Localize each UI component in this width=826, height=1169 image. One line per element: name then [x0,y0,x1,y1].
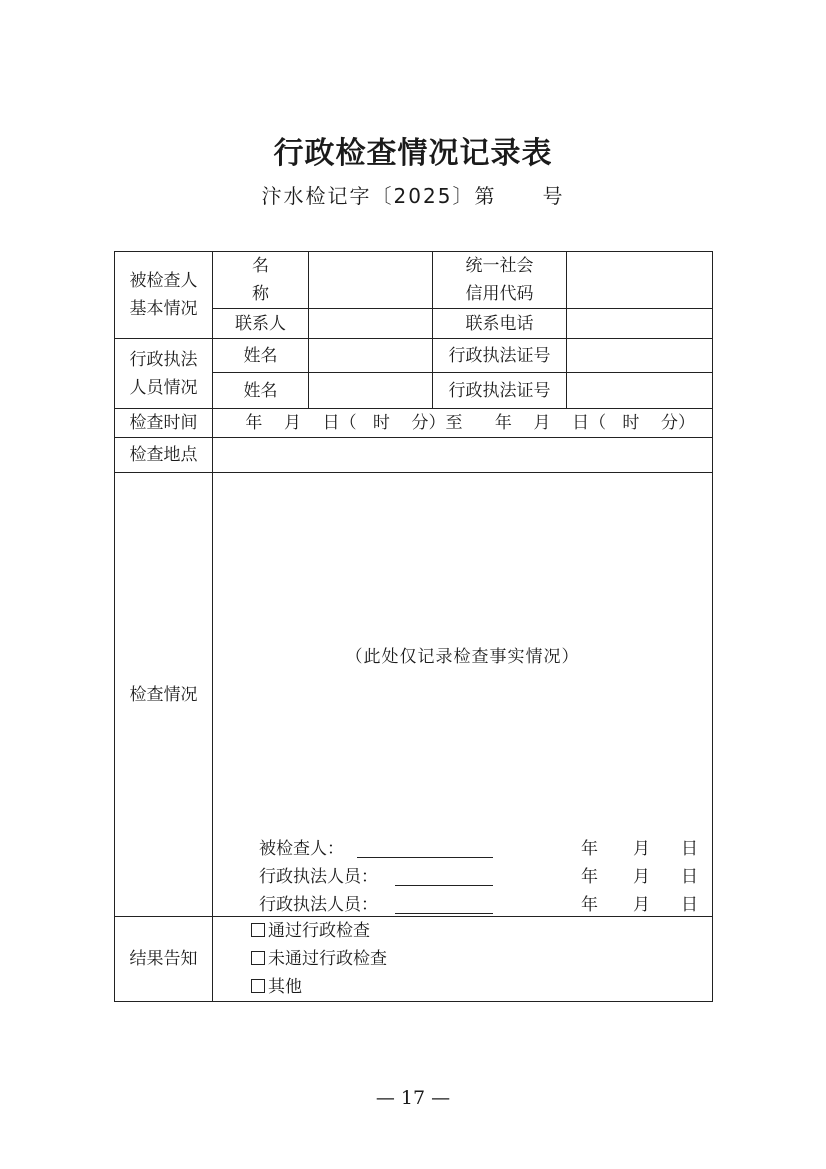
signature-row: 被检查人： 年 月 日 [259,835,709,863]
officers-section-label: 行政执法 人员情况 [115,339,213,409]
officer-name-label: 姓名 [213,339,309,373]
signature-line[interactable] [395,885,493,886]
signature-line[interactable] [357,857,493,858]
name-label: 名称 [213,252,309,309]
inspection-time-field[interactable]: 年 月 日（ 时 分）至 年 月 日（ 时 分） [213,409,713,438]
signature-line[interactable] [395,913,493,914]
signature-row: 行政执法人员： 年 月 日 [259,863,709,891]
credit-code-value-field[interactable] [567,252,713,309]
checkbox-icon[interactable] [251,951,265,965]
inspection-location-field[interactable] [213,438,713,473]
page-number: — 17 — [375,1087,451,1109]
inspection-details-field[interactable] [213,473,713,917]
signature-row: 行政执法人员： 年 月 日 [259,891,709,917]
subject-section-label: 被检查人 基本情况 [115,252,213,339]
document-number-prefix: 汴水检记字〔2025〕第 [261,184,497,208]
result-option-pass[interactable]: 通过行政检查 [251,917,712,945]
signature-label: 行政执法人员： [259,895,378,915]
result-option-other[interactable]: 其他 [251,973,712,1001]
officer-name-label: 姓名 [213,373,309,409]
inspection-details-label: 检查情况 [115,473,213,917]
inspection-note: （此处仅记录检查事实情况） [345,647,580,667]
result-option-fail[interactable]: 未通过行政检查 [251,945,712,973]
result-notice-label: 结果告知 [115,917,213,1002]
contact-person-value-field[interactable] [309,309,433,339]
document-number [0,180,826,209]
contact-person-label: 联系人 [213,309,309,339]
signature-label: 行政执法人员： [259,867,378,887]
officer-cert-value-field[interactable] [567,373,713,409]
name-value-field[interactable] [309,252,433,309]
checkbox-icon[interactable] [251,979,265,993]
inspection-location-label: 检查地点 [115,438,213,473]
result-options [213,917,713,1002]
credit-code-label: 统一社会 信用代码 [433,252,567,309]
inspection-record-table [114,251,713,1002]
officer-cert-label: 行政执法证号 [433,339,567,373]
officer-name-value-field[interactable] [309,373,433,409]
officer-name-value-field[interactable] [309,339,433,373]
officer-cert-value-field[interactable] [567,339,713,373]
document-number-suffix: 号 [542,184,565,208]
signature-label: 被检查人： [259,839,344,859]
officer-cert-label: 行政执法证号 [433,373,567,409]
contact-phone-value-field[interactable] [567,309,713,339]
checkbox-icon[interactable] [251,923,265,937]
document-title: 行政检查情况记录表 [273,136,553,171]
contact-phone-label: 联系电话 [433,309,567,339]
signature-block [259,835,709,917]
inspection-time-label: 检查时间 [115,409,213,438]
